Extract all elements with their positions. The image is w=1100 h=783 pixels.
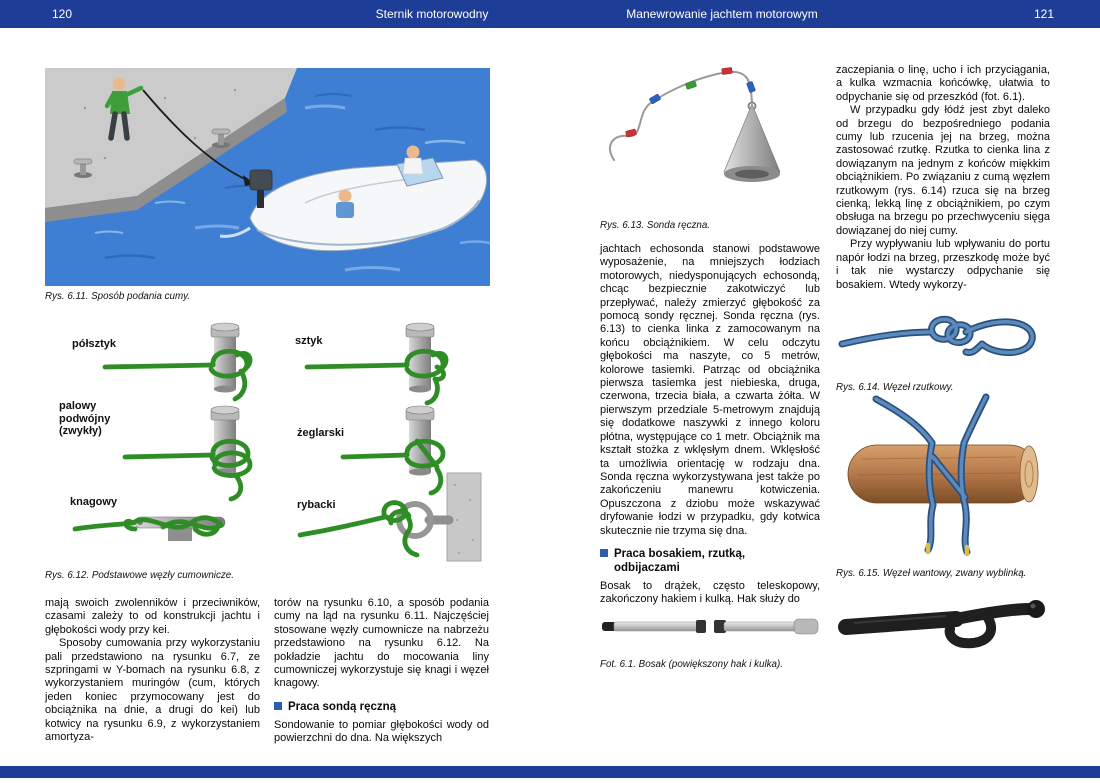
figure-6-13-caption: Rys. 6.13. Sonda ręczna. [600, 220, 711, 231]
boat-hook-pole-photo [600, 607, 820, 649]
photo-6-1-hook-closeup [836, 579, 1050, 656]
knot-label-palowy-podwojny: palowy podwójny (zwykły) [59, 400, 111, 437]
paragraph: Sondowanie to pomiar głębokości wody od powierzchni do dna. Na większych [274, 718, 489, 745]
figure-6-14 [836, 292, 1050, 393]
section-heading-label: Praca bosakiem, rzutką, odbijaczami [614, 547, 746, 574]
left-page-column-1 [45, 597, 260, 746]
paragraph: torów na rysunku 6.10, a sposób podania cumy na ląd na rysunku 6.11. Najczęściej stosowane węzły cumownicze na nabrzeżu przedstawiono na rysunku 6.12. Na pokładzie jachtu do mocowania liny cumowniczej wykorzystuje się knagi i węzeł knagowy. [274, 597, 489, 690]
paragraph: Bosak to drążek, często teleskopowy, zakończony hakiem i kulką. Hak służy do [600, 579, 820, 606]
running-header [0, 0, 1100, 28]
section-heading-praca-sonda [274, 700, 489, 714]
heaving-knot-rope [842, 319, 1032, 352]
right-page-column-right [836, 64, 1050, 656]
right-page-column-mid [600, 60, 820, 670]
knot-label-polsztyk: półsztyk [72, 338, 117, 350]
paragraph: Sposoby cumowania przy wykorzystaniu pali przedstawiono na rysunku 6.7, ze szpringami w Y-bomach na rysunku 6.8, z wykorzystaniem muringów (cum, których jeden koniec przymocowany jest do obciążnika na dnie, a drugi do kei) lub kotwicy na rysunku 6.9, z wykorzystaniem amortyza- [45, 637, 260, 744]
clove-hitch-illustration [836, 393, 1050, 558]
figure-6-11-caption: Rys. 6.11. Sposób podania cumy. [45, 291, 191, 302]
figure-6-13 [600, 60, 820, 231]
left-page-text [45, 597, 490, 746]
paragraph: zaczepiania o linę, ucho i ich przyciągania, a kulka wzmacnia końcówkę, ułatwia to odpychanie się od przeszkód (fot. 6.1). [836, 64, 1050, 103]
knot-label-knagowy: knagowy [70, 496, 118, 508]
lead-cone [724, 103, 780, 183]
figure-6-15 [836, 393, 1050, 579]
hook-and-ball [846, 600, 1045, 643]
section-heading-praca-bosakiem [600, 547, 820, 575]
square-bullet-icon [274, 702, 282, 710]
square-bullet-icon [600, 549, 608, 557]
page-number-left: 120 [52, 7, 73, 21]
boat-hook-closeup-photo [836, 579, 1050, 651]
telescopic-pole [602, 619, 818, 634]
depth-markers [625, 67, 755, 137]
figure-6-14-caption: Rys. 6.14. Węzeł rzutkowy. [836, 381, 954, 393]
photo-6-1-caption: Fot. 6.1. Bosak (powiększony hak i kulka). [600, 658, 783, 670]
left-page-column-2 [274, 597, 489, 746]
heaving-knot-illustration [836, 292, 1050, 372]
photo-6-1 [600, 607, 820, 670]
page-number-right: 121 [1033, 7, 1054, 21]
knot-label-rybacki: rybacki [297, 499, 336, 511]
mooring-knots-illustration [45, 315, 490, 565]
figure-6-12-caption: Rys. 6.12. Podstawowe węzły cumownicze. [45, 570, 234, 581]
paragraph: Przy wypływaniu lub wpływaniu do portu napór łodzi na brzeg, przeszkodę może być i tak nie wystarczy odpychanie się bosakiem. Wtedy wykorzy- [836, 238, 1050, 291]
footer-bar [0, 766, 1100, 778]
knot-label-sztyk: sztyk [295, 335, 323, 347]
knot-label-zeglarski: żeglarski [297, 427, 345, 439]
knot-knagowy [75, 517, 225, 541]
boat-scene-illustration [45, 68, 490, 286]
figure-6-15-caption: Rys. 6.15. Węzeł wantowy, zwany wyblinką. [836, 567, 1027, 579]
paragraph: jachtach echosonda stanowi podstawowe wyposażenie, na mniejszych łodziach motorowych, niedysponujących echosondą, chcąc bezpiecznie zakotwiczyć lub przepływać, należy zmierzyć głębokość za pomocą sondy ręcznej. Sonda ręczna (rys. 6.13) to cienka linka z zamocowanym na końcu obciążnikiem. W celu odczytu głębokości ma naszyte, co 5 metrów, kolorowe tasiemki. Patrząc od obciążnika pierwsza tasiemka jest niebieska, druga, czerwona, trzecia biała, a czwarta żółta. W pierwszym przedziale 5-metrowym znajdują się dodatkowe naszywki z innego koloru płótna, występujące co 1 metr. Obciążnik ma kształt stożka z wklęsłym dnem. Wklęsłość ta umożliwia orientację w rodzaju dna. Sonda ręczna wykorzystywana jest także po zakończeniu manewru kotwiczenia. Opuszczona z dziobu może wskazywać dryfowanie łodzi w przypadku, gdy kotwica skutecznie nie trzyma się dna. [600, 243, 820, 537]
figure-6-12 [45, 315, 490, 581]
running-title-right: Manewrowanie jachtem motorowym [626, 7, 818, 21]
figure-6-11 [45, 68, 490, 302]
knot-rybacki [300, 473, 481, 561]
section-heading-label: Praca sondą ręczną [288, 700, 397, 713]
paragraph: W przypadku gdy łódź jest zbyt daleko od brzegu do bezpośredniego podania cumy lub rzucenia jej na brzeg, można zastosować rzutkę. Rzutka to cienka lina z dowiązanym na jednym z końców miękkim obciążnikiem. Po związaniu z cumą węzłem rzutkowym (rys. 6.14) rzuca się na brzeg cienką, lekką linę z obciążnikiem, po czym obsługa na brzegu po przechwyceniu sięga dowiązanej do niej cumy. [836, 104, 1050, 237]
hand-lead-illustration [600, 60, 820, 210]
paragraph: mają swoich zwolenników i przeciwników, czasami zależy to od konstrukcji jachtu i głębokości wody przy kei. [45, 597, 260, 636]
running-title-left: Sternik motorowodny [375, 7, 489, 21]
